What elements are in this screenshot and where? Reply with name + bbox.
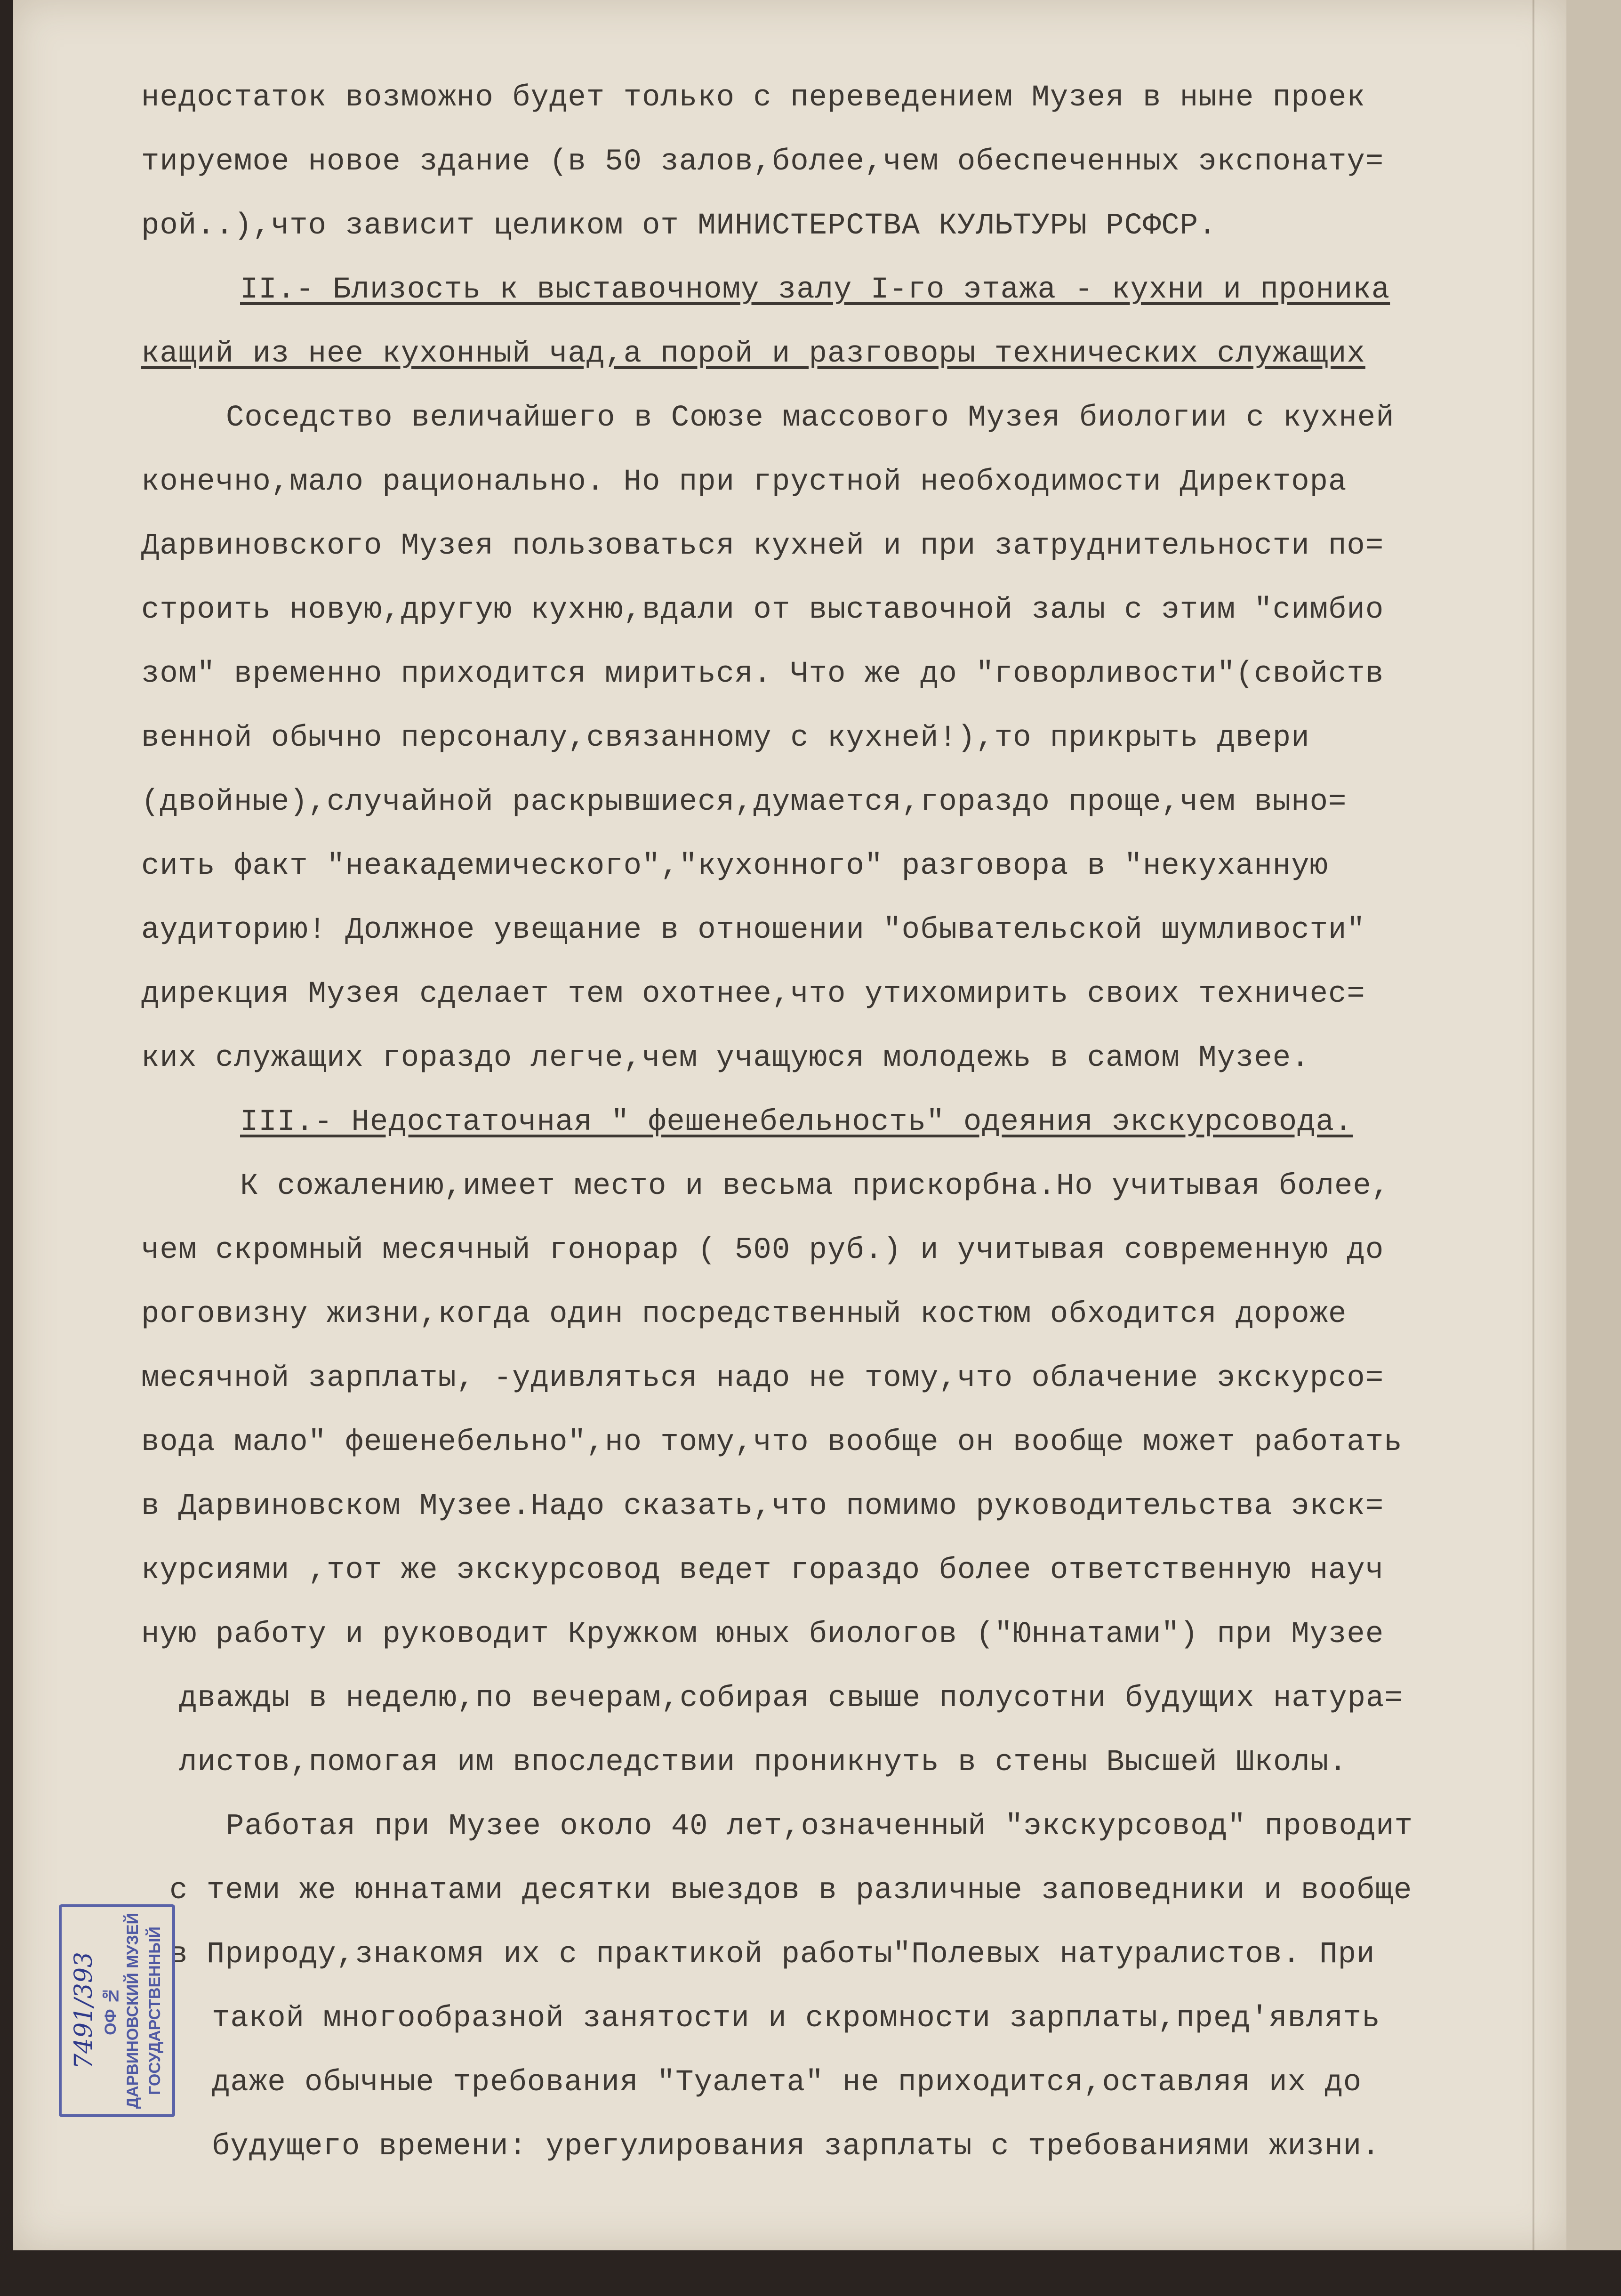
stamp-line-3: ОФ № <box>102 1986 120 2035</box>
text-line: ких служащих гораздо легче,чем учащуюся молодежь в самом Музее. <box>141 1041 1310 1075</box>
stamp-handwritten-number: 7491/393 <box>70 1952 98 2070</box>
text-line: К сожалению,имеет место и весьма прискорбна.Но учитывая более, <box>240 1169 1390 1203</box>
text-line: вода мало" фешенебельно",но тому,что вообще он вообще может работать <box>141 1426 1403 1459</box>
text-line: Дарвиновского Музея пользоваться кухней и при затруднительности по= <box>141 529 1384 563</box>
section-heading-2-cont: кащий из нее кухонный чад,а порой и разговоры технических служащих <box>141 337 1365 371</box>
text-line: даже обычные требования "Туалета" не приходится,оставляя их до <box>212 2066 1362 2100</box>
text-line: (двойные),случайной раскрывшиеся,думается,гораздо проще,чем выно= <box>141 785 1347 819</box>
text-line: чем скромный месячный гонорар ( 500 руб.) и учитывая современную до <box>141 1233 1384 1267</box>
text-line: дирекция Музея сделает тем охотнее,что утихомирить своих техничес= <box>141 977 1365 1011</box>
text-line: Соседство величайшего в Союзе массового Музея биологии с кухней <box>226 401 1395 435</box>
text-line: роговизну жизни,когда один посредственный костюм обходится дороже <box>141 1297 1347 1331</box>
typewritten-text <box>141 66 1544 2179</box>
archive-stamp <box>59 1904 175 2117</box>
text-line: конечно,мало рационально. Но при грустной необходимости Директора <box>141 465 1347 499</box>
text-line: зом" временно приходится мириться. Что же до "говорливости"(свойств <box>141 657 1384 691</box>
next-page-edge <box>1566 0 1621 2296</box>
text-line: в Природу,знакомя их с практикой работы"Полевых натуралистов. При <box>169 1938 1375 1972</box>
text-line: в Дарвиновском Музее.Надо сказать,что помимо руководительства экск= <box>141 1490 1384 1523</box>
text-line: курсиями ,тот же экскурсовод ведет гораздо более ответственную науч <box>141 1554 1384 1587</box>
stamp-line-2: ДАРВИНОВСКИЙ МУЗЕЙ <box>124 1912 142 2109</box>
text-line: месячной зарплаты, -удивляться надо не тому,что облачение экскурсо= <box>141 1361 1384 1395</box>
text-line: сить факт "неакадемического","кухонного" разговора в "некуханную <box>141 849 1328 883</box>
stamp-line-1: ГОСУДАРСТВЕННЫЙ <box>146 1926 164 2095</box>
text-line: с теми же юннатами десятки выездов в различные заповедники и вообще <box>169 1874 1412 1908</box>
text-line: листов,помогая им впоследствии проникнуть в стены Высшей Школы. <box>179 1746 1348 1780</box>
text-line: недостаток возможно будет только с переведением Музея в ныне проек <box>141 81 1365 115</box>
section-heading-3: III.- Недостаточная " фешенебельность" одеяния экскурсовода. <box>240 1105 1353 1139</box>
text-line: будущего времени: урегулирования зарплаты с требованиями жизни. <box>212 2130 1380 2164</box>
text-line: венной обычно персоналу,связанному с кухней!),то прикрыть двери <box>141 721 1310 755</box>
text-line: ную работу и руководит Кружком юных биологов ("Юннатами") при Музее <box>141 1618 1384 1652</box>
text-line: рой..),что зависит целиком от МИНИСТЕРСТВА КУЛЬТУРЫ РСФСР. <box>141 209 1217 243</box>
section-heading-2: II.- Близость к выставочному залу I-го этажа - кухни и проника <box>240 273 1390 307</box>
text-line: строить новую,другую кухню,вдали от выставочной залы с этим "симбио <box>141 593 1384 627</box>
text-line: тируемое новое здание (в 50 залов,более,чем обеспеченных экспонату= <box>141 145 1384 179</box>
text-line: аудиторию! Должное увещание в отношении "обывательской шумливости" <box>141 913 1365 947</box>
background-bottom <box>0 2250 1621 2296</box>
text-line: Работая при Музее около 40 лет,означенный "экскурсовод" проводит <box>226 1810 1413 1844</box>
text-line: такой многообразной занятости и скромности зарплаты,пред'являть <box>212 2002 1380 2036</box>
text-line: дважды в неделю,по вечерам,собирая свыше полусотни будущих натура= <box>179 1682 1403 1716</box>
